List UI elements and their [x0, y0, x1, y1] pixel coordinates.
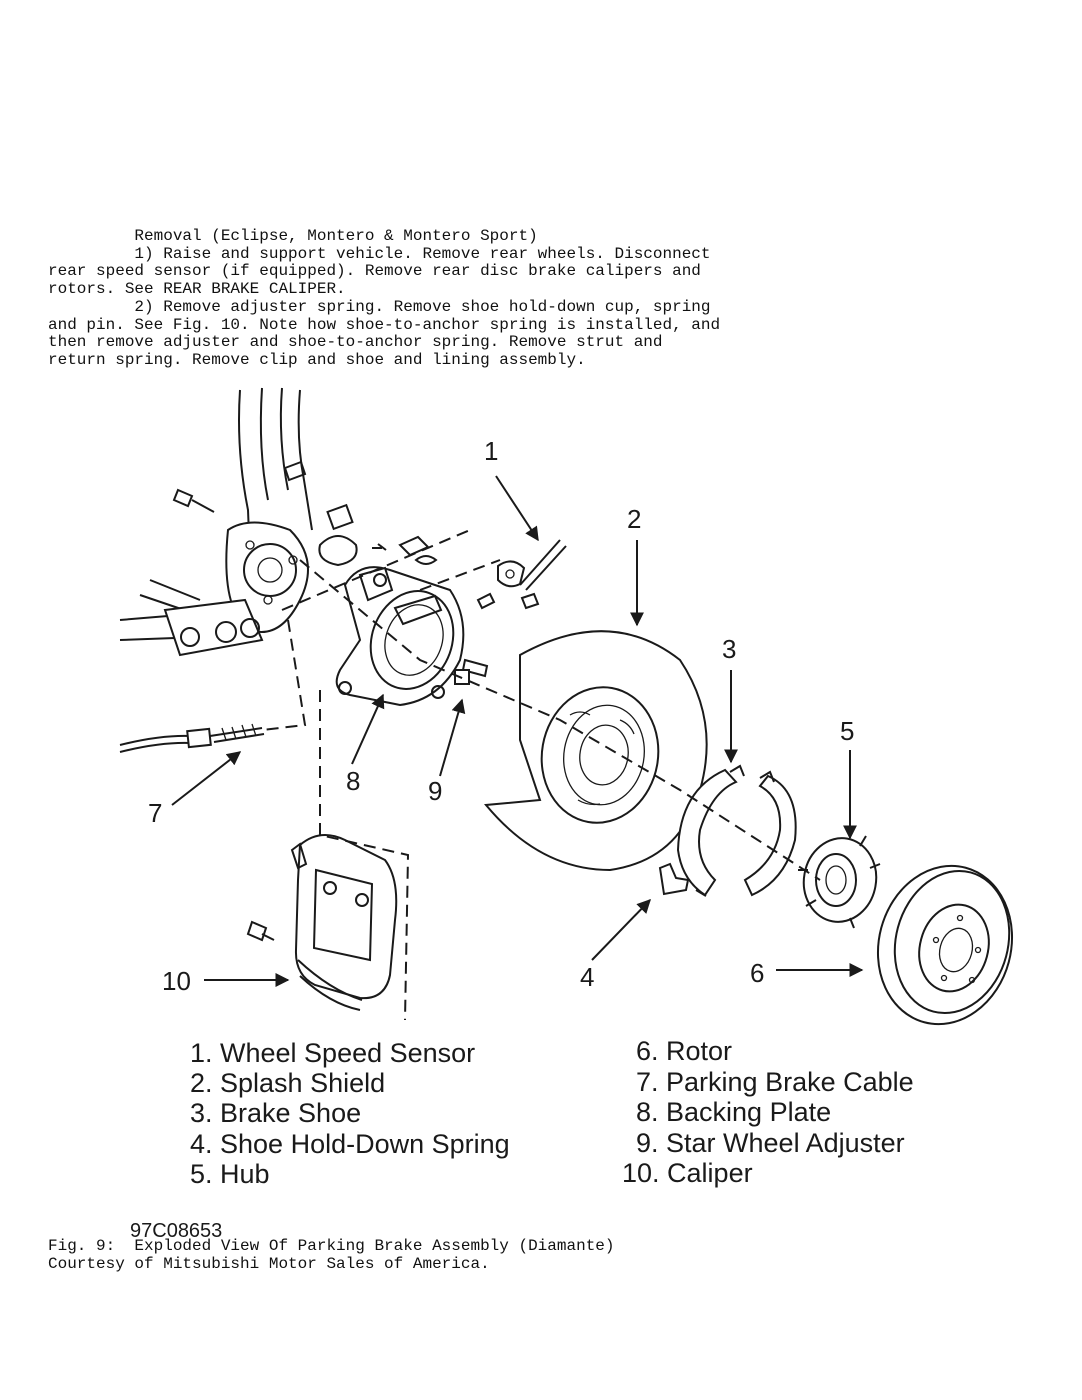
- legend-item: 7. Parking Brake Cable: [636, 1067, 914, 1097]
- callout-4: 4: [580, 962, 595, 992]
- intro-line: return spring. Remove clip and shoe and lining assembly.: [48, 350, 586, 369]
- callout-5: 5: [840, 716, 855, 746]
- figure-caption: [48, 1238, 615, 1273]
- legend-item: 10. Caliper: [622, 1158, 753, 1188]
- intro-line: and pin. See Fig. 10. Note how shoe-to-anchor spring is installed, and: [48, 315, 721, 334]
- callout-1: 1: [484, 436, 499, 466]
- legend-item: 1. Wheel Speed Sensor: [190, 1038, 476, 1068]
- callout-3: 3: [722, 634, 737, 664]
- caliper-drawing: [248, 835, 396, 1010]
- legend: [190, 1036, 914, 1189]
- knuckle-drawing: [120, 388, 357, 655]
- intro-line: rear speed sensor (if equipped). Remove rear disc brake calipers and: [48, 262, 701, 281]
- callout-arrow-9: [440, 700, 462, 776]
- caption-title: Fig. 9: Exploded View Of Parking Brake Assembly (Diamante): [48, 1237, 615, 1255]
- intro-line: rotors. See REAR BRAKE CALIPER.: [48, 280, 346, 299]
- callout-6: 6: [750, 958, 765, 988]
- callout-arrow-1: [496, 476, 538, 540]
- wheel-speed-sensor-drawing: [498, 540, 566, 608]
- callout-8: 8: [346, 766, 361, 796]
- intro-line: then remove adjuster and shoe-to-anchor spring. Remove strut and: [48, 333, 663, 352]
- callout-arrow-7: [172, 752, 240, 805]
- rotor-drawing: [861, 851, 1030, 1040]
- splash-shield-drawing: [486, 631, 707, 870]
- callout-7: 7: [148, 798, 163, 828]
- callout-numbers: [148, 436, 854, 996]
- callout-9: 9: [428, 776, 443, 806]
- callout-2: 2: [627, 504, 642, 534]
- backing-plate-drawing: [337, 537, 494, 705]
- callout-arrow-8: [352, 695, 383, 764]
- legend-item: 2. Splash Shield: [190, 1068, 386, 1098]
- intro-heading: Removal (Eclipse, Montero & Montero Sport): [48, 227, 538, 245]
- callout-10: 10: [162, 966, 191, 996]
- parking-brake-cable-drawing: [120, 724, 264, 752]
- legend-item: 5. Hub: [190, 1159, 270, 1189]
- legend-item: 9. Star Wheel Adjuster: [636, 1128, 905, 1158]
- figure-id: 97C08653: [130, 1220, 223, 1242]
- intro-line: 2) Remove adjuster spring. Remove shoe hold-down cup, spring: [48, 297, 711, 316]
- hub-drawing: [797, 832, 882, 928]
- legend-item: 4. Shoe Hold-Down Spring: [190, 1129, 510, 1159]
- legend-item: 3. Brake Shoe: [190, 1098, 362, 1128]
- caption-credit: Courtesy of Mitsubishi Motor Sales of America.: [48, 1254, 490, 1273]
- intro-line: 1) Raise and support vehicle. Remove rear wheels. Disconnect: [48, 244, 711, 263]
- callout-arrow-4: [592, 900, 650, 960]
- legend-item: 8. Backing Plate: [636, 1097, 832, 1127]
- legend-item: 6. Rotor: [636, 1036, 733, 1066]
